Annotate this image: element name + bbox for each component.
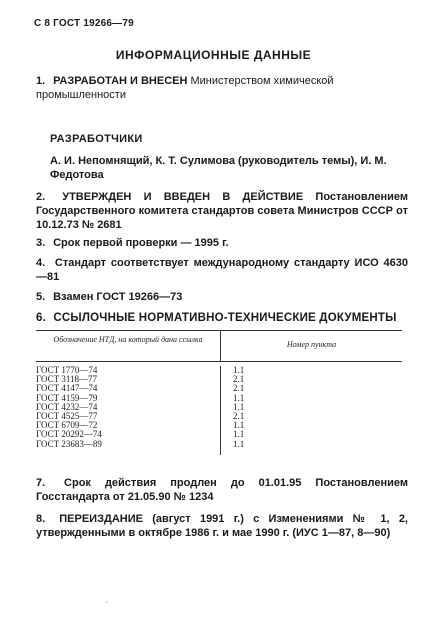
- table-header: [36, 331, 402, 362]
- table-col-doc: [36, 366, 221, 455]
- info-item-1: [36, 74, 408, 102]
- item-text: ПЕРЕИЗДАНИЕ (август 1991 г.) с Изменениями № 1, 2, утвержденными в октябре 1986 г. и мае 1990 г. (ИУС 1—87, 8—90): [36, 513, 408, 539]
- item-number: 8.: [36, 513, 46, 525]
- item-text: Стандарт соответствует международному стандарту ИСО 4630—81: [36, 257, 409, 283]
- table-row-clause: [221, 366, 402, 375]
- table-row-doc: ГОСТ 23683—89: [36, 438, 102, 449]
- table-row-doc: ГОСТ 4147—74: [36, 383, 98, 394]
- item-text: ССЫЛОЧНЫЕ НОРМАТИВНО-ТЕХНИЧЕСКИЕ ДОКУМЕНТЫ: [53, 312, 397, 324]
- developers-authors: [50, 154, 410, 182]
- item-text: Срок действия продлен до 01.01.95 Постановлением Госстандарта от 21.05.90 № 1234: [36, 477, 408, 503]
- clause-value: 1.1: [233, 365, 245, 375]
- table-row-doc: ГОСТ 6709—72: [36, 420, 98, 431]
- clause-value: 2.1: [233, 374, 245, 385]
- item-bold-lead: УТВЕРЖДЕН И ВВЕДЕН В ДЕЙСТВИЕ: [62, 191, 304, 203]
- item-number: 6.: [36, 312, 46, 324]
- item-text: Постановлением Государственного комитета стандартов совета Министров СССР от 10.12.73 № 2681: [36, 191, 408, 231]
- table-body: [36, 362, 402, 455]
- table-row-doc: ГОСТ 1770—74: [36, 365, 98, 375]
- reference-table: [36, 330, 402, 455]
- table-row-doc: ГОСТ 4232—74: [36, 401, 98, 412]
- table-row-clause: [221, 384, 402, 393]
- clause-value: 1.1: [233, 420, 245, 431]
- info-item-6: [36, 311, 408, 325]
- item-number: 1.: [36, 75, 46, 87]
- table-row-clause: [221, 394, 402, 403]
- table-row-doc: ГОСТ 3118—77: [36, 374, 98, 385]
- item-number: 2.: [36, 191, 46, 203]
- table-row-doc: ГОСТ 4159—79: [36, 392, 98, 403]
- item-text: Министерством химической промышленности: [36, 75, 334, 101]
- clause-value: 1.1: [233, 429, 245, 440]
- clause-value: 2.1: [233, 410, 245, 421]
- table-row-clause: [221, 412, 402, 421]
- item-bold-lead: РАЗРАБОТАН И ВНЕСЕН: [53, 75, 188, 87]
- info-item-4: [36, 256, 408, 284]
- table-row-doc: ГОСТ 4525—77: [36, 410, 98, 421]
- item-text: Срок первой проверки — 1995 г.: [53, 237, 229, 249]
- page-title: ИНФОРМАЦИОННЫЕ ДАННЫЕ: [115, 48, 312, 62]
- item-number: 5.: [36, 291, 46, 303]
- item-number: 3.: [36, 237, 46, 249]
- clause-value: 2.1: [233, 383, 245, 394]
- table-header-doc: Обозначение НТД, на который дана ссылка: [36, 331, 221, 361]
- clause-value: 1.1: [233, 438, 245, 449]
- developers-heading: РАЗРАБОТЧИКИ: [50, 133, 143, 145]
- clause-value: 1.1: [233, 401, 245, 412]
- info-item-5: [36, 290, 408, 304]
- item-number: 7.: [36, 477, 46, 489]
- table-row-clause: [221, 430, 402, 439]
- footer-mark: ': [106, 600, 108, 609]
- table-header-clause: Номер пункта: [286, 340, 337, 349]
- info-item-8: [36, 512, 408, 540]
- page-header: С 8 ГОСТ 19266—79: [34, 18, 134, 29]
- info-item-2: [36, 190, 408, 232]
- table-col-clause: [221, 366, 402, 455]
- clause-value: 1.1: [233, 392, 245, 403]
- item-text: Взамен ГОСТ 19266—73: [53, 291, 183, 303]
- table-row-clause: [221, 403, 402, 412]
- table-row-clause: [221, 440, 402, 449]
- info-item-3: [36, 236, 408, 250]
- item-number: 4.: [36, 257, 46, 269]
- table-row-doc: ГОСТ 20292—74: [36, 429, 102, 440]
- table-row-clause: [221, 421, 402, 430]
- info-item-7: [36, 476, 408, 504]
- table-row-clause: [221, 375, 402, 384]
- authors-text: А. И. Непомнящий, К. Т. Сулимова (руководитель темы), И. М. Федотова: [50, 155, 387, 181]
